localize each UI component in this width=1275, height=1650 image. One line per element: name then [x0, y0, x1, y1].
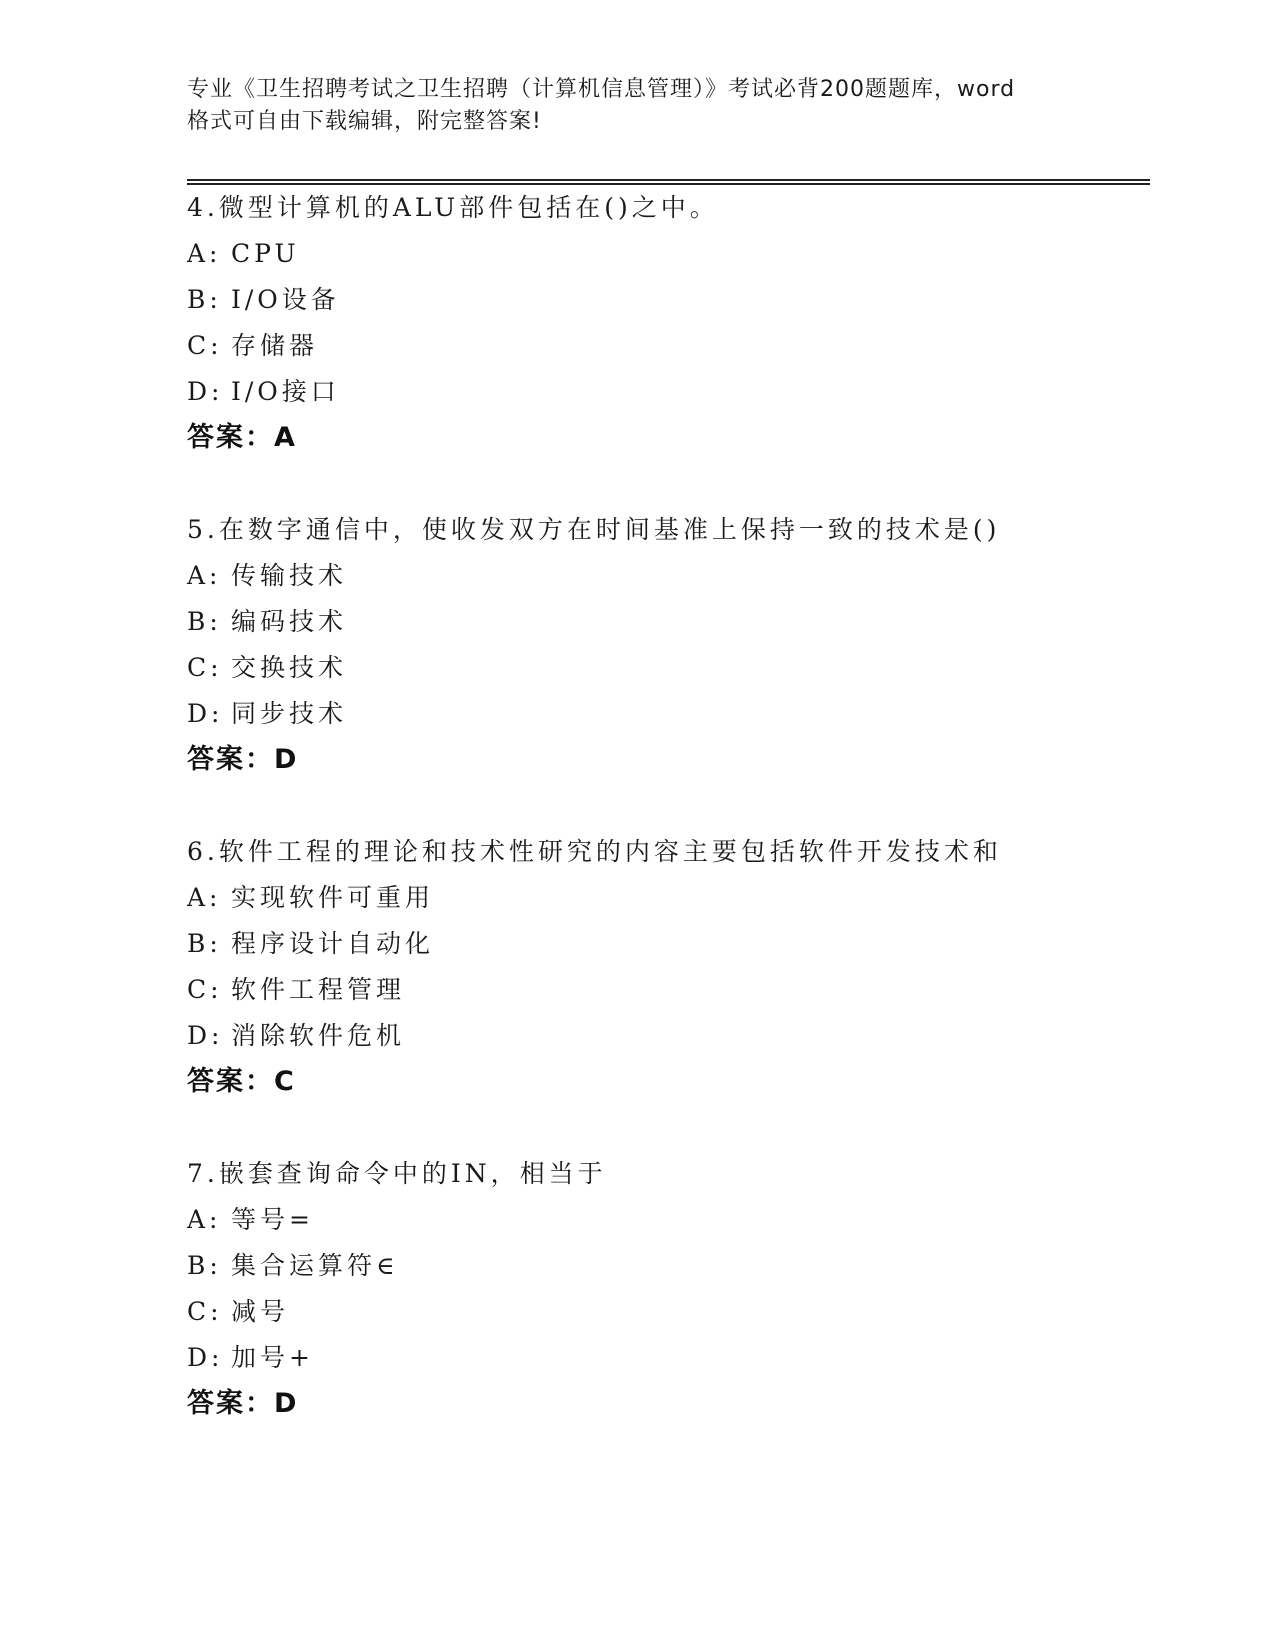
header-line-2: 格式可自由下载编辑，附完整答案! [187, 109, 542, 134]
option-letter: A: [187, 883, 222, 912]
option-c [187, 1289, 1147, 1335]
option-text: 传输技术 [231, 561, 348, 590]
question-title: 6.软件工程的理论和技术性研究的内容主要包括软件开发技术和 [187, 837, 1002, 866]
option-letter: B: [187, 929, 222, 958]
option-letter: C: [187, 975, 223, 1004]
option-letter: D: [187, 1343, 224, 1372]
option-a [187, 875, 1147, 921]
answer-label: 答案：D [187, 1388, 299, 1419]
header-line-1: 专业《卫生招聘考试之卫生招聘（计算机信息管理）》考试必背200题题库，word [187, 77, 1016, 102]
header-divider-top [187, 179, 1150, 181]
option-text: 实现软件可重用 [231, 883, 435, 912]
option-c [187, 323, 1147, 369]
option-text: 交换技术 [231, 653, 348, 682]
option-letter: D: [187, 1021, 224, 1050]
option-text: 程序设计自动化 [231, 929, 435, 958]
option-letter: D: [187, 699, 224, 728]
option-text: I/O接口 [231, 377, 340, 406]
option-text: CPU [231, 239, 300, 268]
option-text: 同步技术 [231, 699, 348, 728]
option-text: 集合运算符∈ [231, 1251, 399, 1280]
option-text: 软件工程管理 [231, 975, 406, 1004]
option-text: 编码技术 [231, 607, 348, 636]
option-c [187, 967, 1147, 1013]
option-b [187, 1243, 1147, 1289]
option-text: I/O设备 [231, 285, 340, 314]
option-letter: C: [187, 331, 223, 360]
option-letter: B: [187, 607, 222, 636]
option-d [187, 691, 1147, 737]
question-block [187, 829, 1147, 1105]
option-c [187, 645, 1147, 691]
option-a [187, 553, 1147, 599]
question-block [187, 1151, 1147, 1427]
question-title: 4.微型计算机的ALU部件包括在()之中。 [187, 193, 719, 222]
option-a [187, 231, 1147, 277]
document-header [187, 74, 1087, 138]
option-text: 消除软件危机 [231, 1021, 406, 1050]
option-d [187, 1013, 1147, 1059]
option-letter: C: [187, 653, 223, 682]
question-title: 7.嵌套查询命令中的IN，相当于 [187, 1159, 607, 1188]
option-d [187, 1335, 1147, 1381]
option-text: 存储器 [231, 331, 319, 360]
option-b [187, 277, 1147, 323]
answer-label: 答案：C [187, 1066, 296, 1097]
answer-label: 答案：D [187, 744, 299, 775]
option-b [187, 599, 1147, 645]
question-block [187, 185, 1147, 461]
question-block [187, 507, 1147, 783]
option-letter: A: [187, 1205, 222, 1234]
option-d [187, 369, 1147, 415]
option-b [187, 921, 1147, 967]
option-letter: B: [187, 285, 222, 314]
option-a [187, 1197, 1147, 1243]
option-letter: C: [187, 1297, 223, 1326]
option-text: 减号 [231, 1297, 290, 1326]
option-letter: B: [187, 1251, 222, 1280]
option-letter: A: [187, 561, 222, 590]
option-letter: D: [187, 377, 224, 406]
option-text: 加号+ [231, 1343, 314, 1372]
question-title: 5.在数字通信中，使收发双方在时间基准上保持一致的技术是() [187, 515, 1001, 544]
answer-label: 答案：A [187, 422, 297, 453]
option-letter: A: [187, 239, 222, 268]
option-text: 等号= [231, 1205, 314, 1234]
